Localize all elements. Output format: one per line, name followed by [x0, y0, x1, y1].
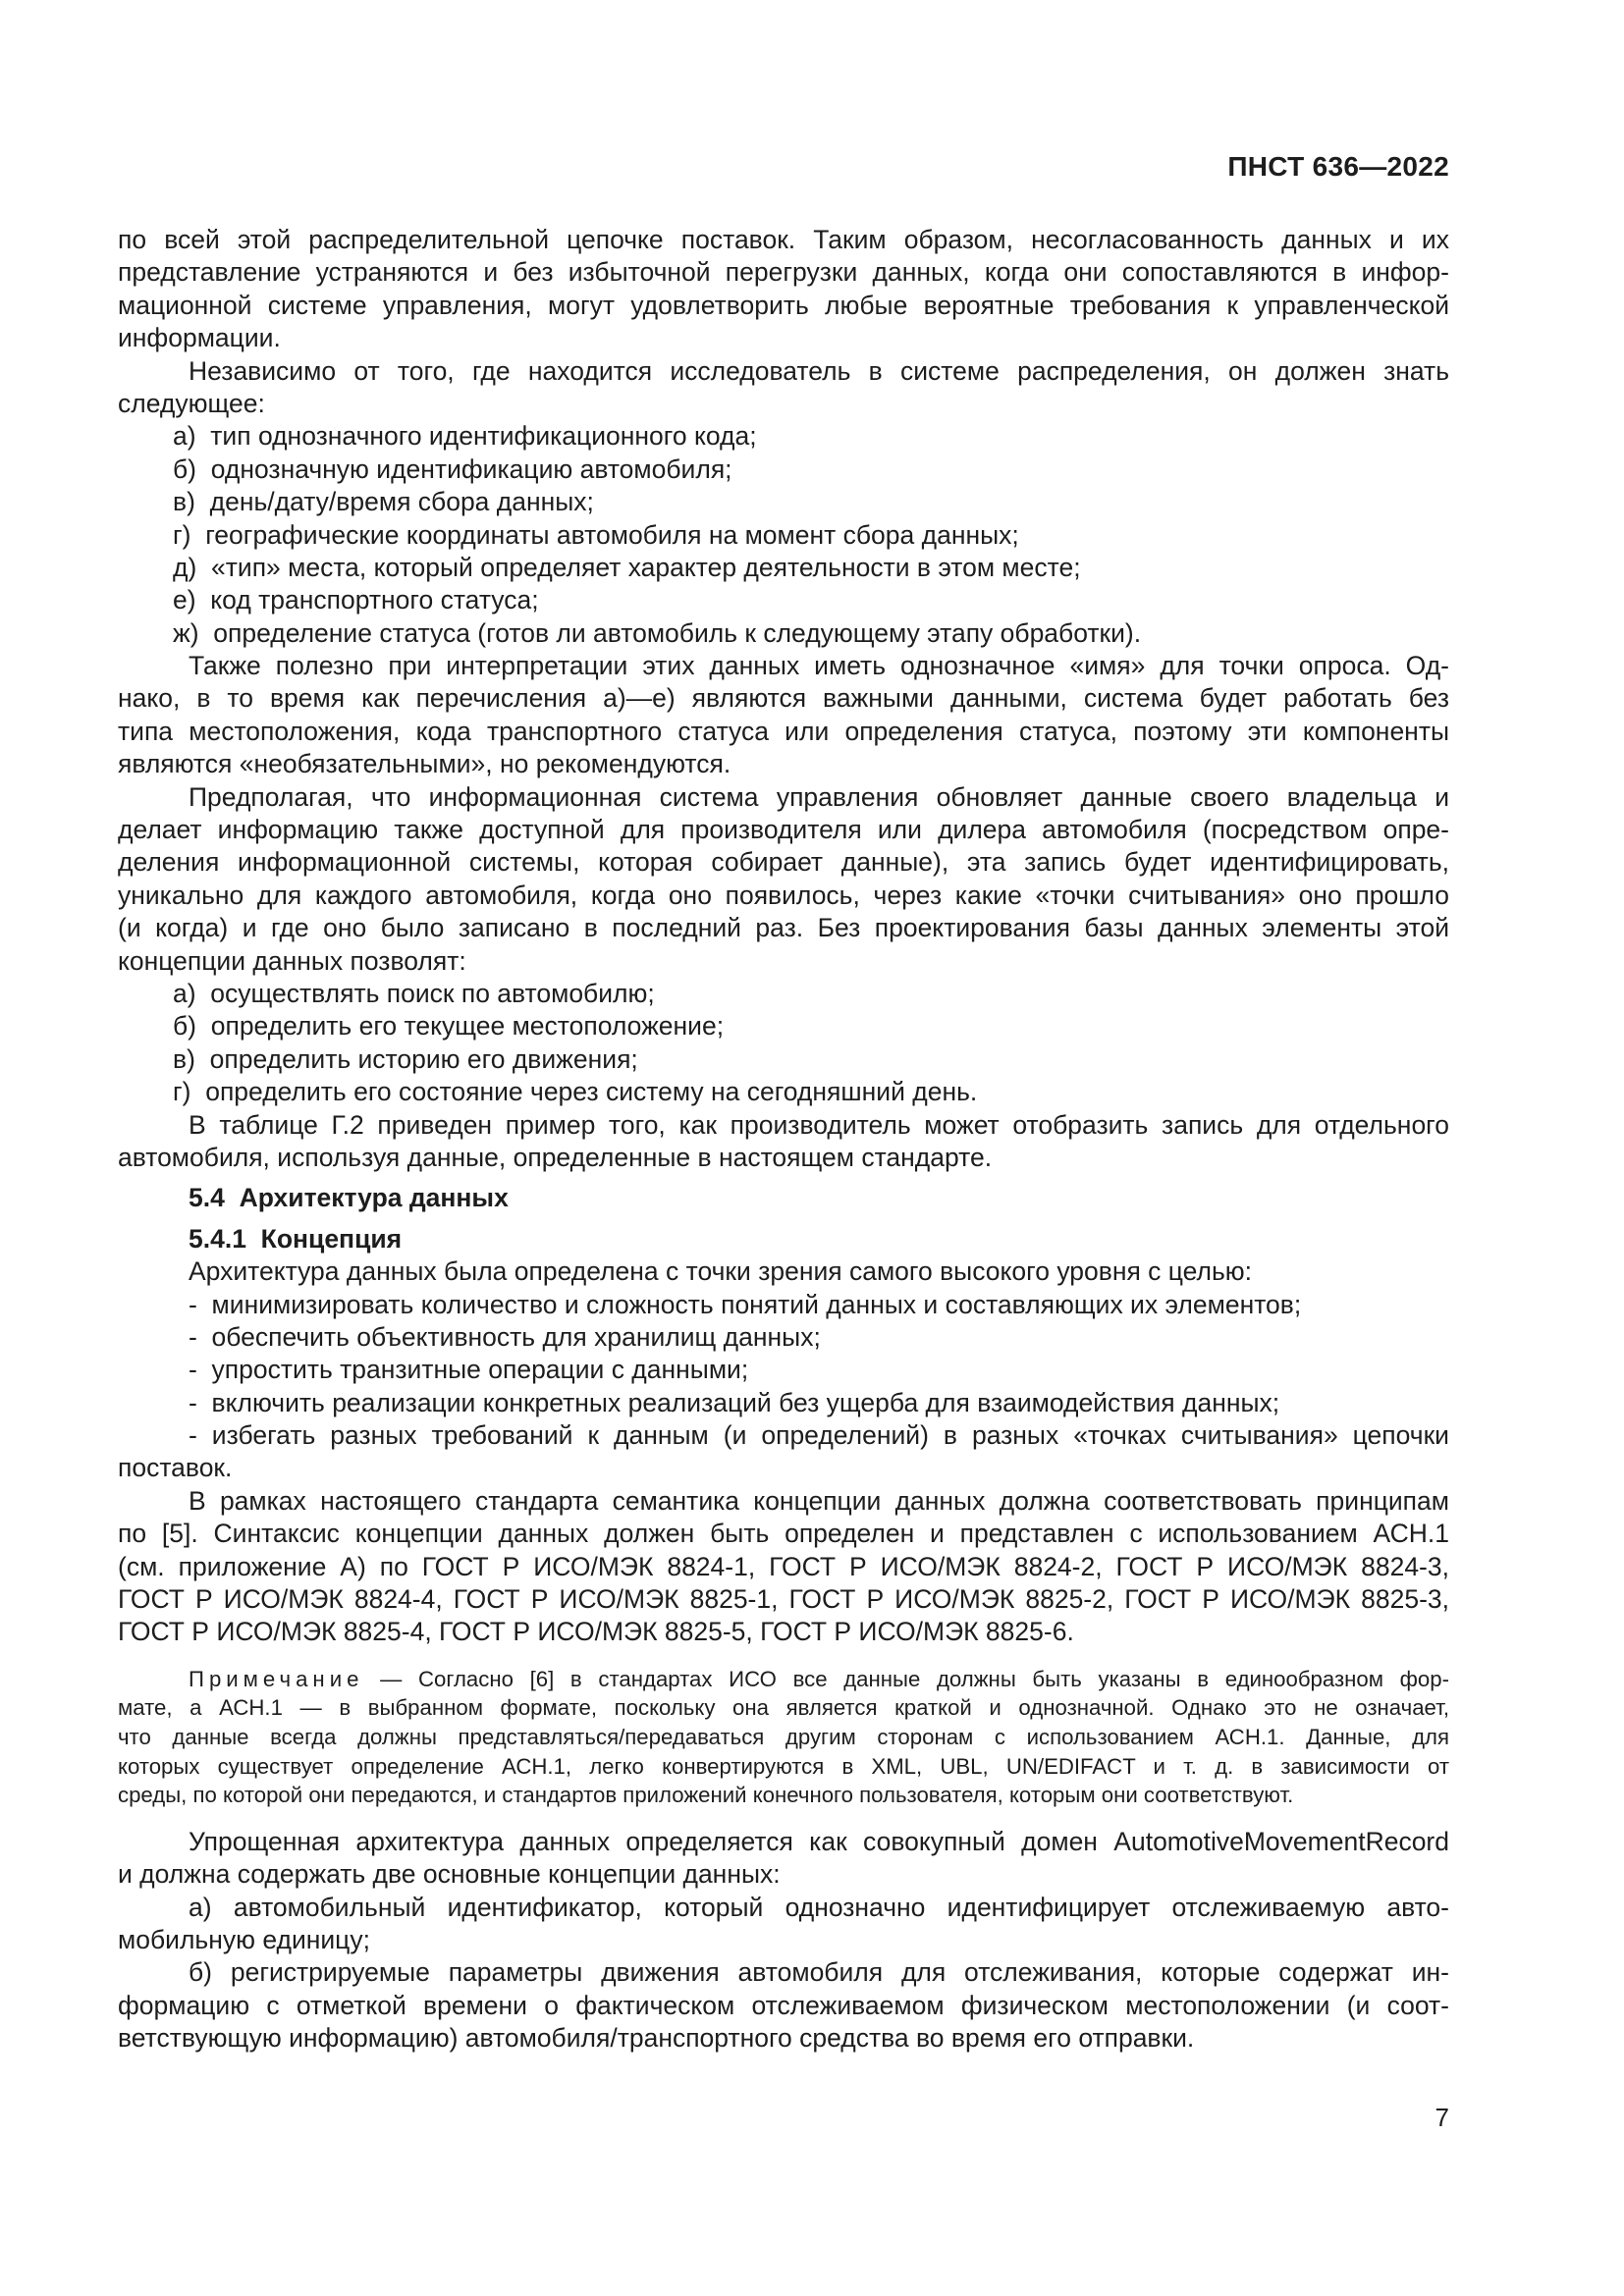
text-line: Упрощенная архитектура данных определяется как совокупный домен AutomotiveMovementRecord	[189, 1826, 1449, 1856]
list-item: б) регистрируемые параметры движения автомобиля для отслеживания, которые содержат ин-	[189, 1957, 1449, 1988]
list-item: г) географические координаты автомобиля на момент сбора данных;	[173, 519, 1019, 550]
text-line: по [5]. Синтаксис концепции данных должен быть определен и представлен с использованием АСН.1	[118, 1519, 1449, 1549]
text-line: поставок.	[118, 1453, 233, 1483]
text-line: ГОСТ Р ИСО/МЭК 8824-4, ГОСТ Р ИСО/МЭК 8825-1, ГОСТ Р ИСО/МЭК 8825-2, ГОСТ Р ИСО/МЭК 8825-3,	[118, 1584, 1449, 1615]
note-line: которых существует определение АСН.1, легко конвертируются в XML, UBL, UN/EDIFACT и т. д. в зависимости от	[118, 1753, 1449, 1779]
note-line: мате, а АСН.1 — в выбранном формате, поскольку она является краткой и однозначной. Однако это не означает,	[118, 1695, 1449, 1721]
text-line: уникально для каждого автомобиля, когда оно появилось, через какие «точки считывания» оно прошло	[118, 880, 1449, 910]
text-line: по всей этой распределительной цепочке поставок. Таким образом, несогласованность данных и их	[118, 225, 1449, 254]
dash-item: - избегать разных требований к данным (и определений) в разных «точках считывания» цепочки	[189, 1420, 1449, 1451]
text-line: формацию с отметкой времени о фактическом отслеживаемом физическом местоположении (и соот-	[118, 1990, 1449, 2020]
text-line: представление устраняются и без избыточной перегрузки данных, когда они сопоставляются в инфор-	[118, 257, 1449, 288]
list-item: е) код транспортного статуса;	[173, 585, 539, 615]
page-number: 7	[1435, 2103, 1449, 2132]
text-line: следующее:	[118, 388, 265, 418]
list-item: а) автомобильный идентификатор, который однозначно идентифицирует отслеживаемую авто-	[189, 1892, 1449, 1922]
text-line: делает информацию также доступной для производителя или дилера автомобиля (посредством опре-	[118, 815, 1449, 845]
list-item: а) тип однозначного идентификационного кода;	[173, 421, 757, 452]
body-text	[118, 224, 1449, 2056]
text-line: Архитектура данных была определена с точки зрения самого высокого уровня с целью:	[189, 1256, 1253, 1287]
list-item: ж) определение статуса (готов ли автомобиль к следующему этапу обработки).	[173, 617, 1142, 648]
note-line: что данные всегда должны представляться/передаваться другим сторонам с использованием АСН.1. Данные, для	[118, 1724, 1449, 1749]
text-line: ветствующую информацию) автомобиля/транспортного средства во время его отправки.	[118, 2023, 1195, 2054]
dash-item: - обеспечить объективность для хранилищ данных;	[189, 1321, 821, 1352]
subsection-heading: 5.4.1 Концепция	[189, 1223, 403, 1254]
list-item: в) определить историю его движения;	[173, 1043, 638, 1074]
text-line: (и когда) и где оно было записано в последний раз. Без проектирования базы данных элементы этой	[118, 913, 1449, 943]
dash-item: - включить реализации конкретных реализаций без ущерба для взаимодействия данных;	[189, 1387, 1280, 1417]
list-item: б) определить его текущее местоположение;	[173, 1011, 725, 1041]
section-heading: 5.4 Архитектура данных	[189, 1183, 509, 1213]
list-item: д) «тип» места, который определяет характер деятельности в этом месте;	[173, 552, 1081, 582]
document-code: ПНСТ 636—2022	[1227, 151, 1449, 182]
text-line: и должна содержать две основные концепции данных:	[118, 1859, 781, 1890]
note-block	[118, 1665, 1449, 1810]
dash-item: - минимизировать количество и сложность понятий данных и составляющих их элементов;	[189, 1289, 1302, 1319]
note-label: Примечание	[189, 1666, 364, 1691]
text-line: являются «необязательными», но рекомендуются.	[118, 749, 731, 779]
text-line: деления информационной системы, которая собирает данные), эта запись будет идентифицировать,	[118, 847, 1449, 878]
text-line: Независимо от того, где находится исследователь в системе распределения, он должен знать	[189, 355, 1449, 386]
text-line: типа местоположения, кода транспортного статуса или определения статуса, поэтому эти компоненты	[118, 716, 1449, 746]
text-line: мационной системе управления, могут удовлетворить любые вероятные требования к управленческой	[118, 290, 1449, 320]
note-text: — Согласно [6] в стандартах ИСО все данные должны быть указаны в единообразном фор-	[363, 1666, 1449, 1691]
list-item: г) определить его состояние через систему на сегодняшний день.	[173, 1077, 978, 1107]
text-line: автомобиля, используя данные, определенные в настоящем стандарте.	[118, 1142, 993, 1172]
text-line: информации.	[118, 323, 281, 353]
note-line: среды, по которой они передаются, и стандартов приложений конечного пользователя, которым они соответствуют.	[118, 1783, 1294, 1808]
text-line: Также полезно при интерпретации этих данных иметь однозначное «имя» для точки опроса. Од-	[189, 651, 1449, 681]
dash-item: - упростить транзитные операции с данными;	[189, 1355, 749, 1385]
text-line: нако, в то время как перечисления а)—е) являются важными данными, система будет работать без	[118, 683, 1449, 714]
text-line: (см. приложение А) по ГОСТ Р ИСО/МЭК 8824-1, ГОСТ Р ИСО/МЭК 8824-2, ГОСТ Р ИСО/МЭК 8824-3,	[118, 1551, 1449, 1581]
text-line: концепции данных позволят:	[118, 945, 466, 976]
list-item: б) однозначную идентификацию автомобиля;	[173, 454, 732, 484]
text-line: ГОСТ Р ИСО/МЭК 8825-4, ГОСТ Р ИСО/МЭК 8825-5, ГОСТ Р ИСО/МЭК 8825-6.	[118, 1617, 1074, 1647]
text-line: В рамках настоящего стандарта семантика концепции данных должна соответствовать принципам	[189, 1485, 1449, 1516]
text-line: В таблице Г.2 приведен пример того, как производитель может отобразить запись для отдельного	[189, 1109, 1449, 1140]
list-item: а) осуществлять поиск по автомобилю;	[173, 978, 655, 1008]
list-item: в) день/дату/время сбора данных;	[173, 487, 594, 517]
note-line	[118, 1665, 1449, 1694]
text-line: мобильную единицу;	[118, 1924, 370, 1954]
text-line: Предполагая, что информационная система управления обновляет данные своего владельца и	[189, 781, 1449, 812]
